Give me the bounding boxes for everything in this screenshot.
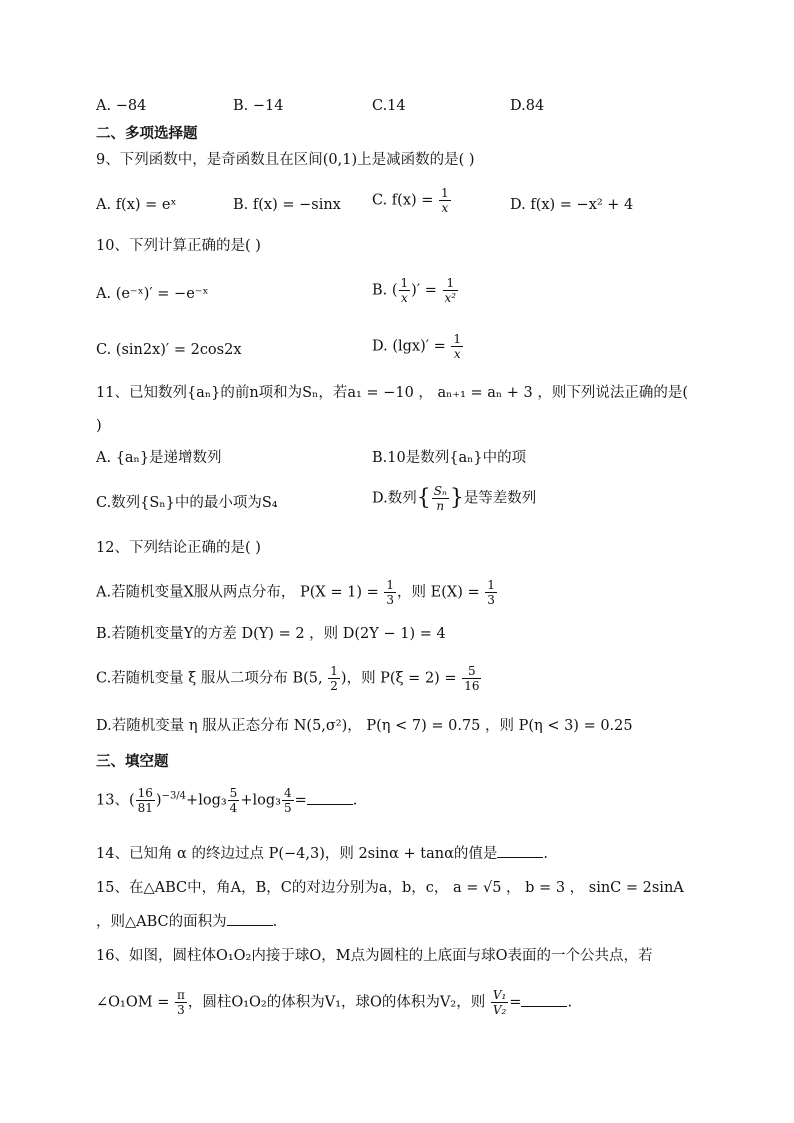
q16-line1: 16、如图，圆柱体O₁O₂内接于球O，M点为圆柱的上底面与球O表面的一个公共点，若: [96, 948, 653, 964]
q12-c-frac2: [462, 664, 481, 693]
q12-option-a: [96, 578, 498, 607]
q10-option-d: [372, 332, 464, 361]
q16-mid: ，圆柱O₁O₂的体积为V₁，球O的体积为V₂，则: [187, 994, 486, 1011]
section-heading-fill-in: 三、填空题: [96, 754, 169, 770]
q11-d-den: n: [436, 499, 445, 513]
q11-d-num: Sₙ: [433, 484, 447, 498]
q10-b-prefix: B. (: [372, 282, 398, 299]
q9-c-den: x: [441, 201, 449, 215]
q13-n1: 16: [137, 786, 153, 800]
q16-frac2: [491, 988, 508, 1017]
q10-d-prefix: D. (lgx)′ =: [372, 338, 446, 355]
q13-d1: 81: [137, 801, 153, 815]
q11-option-a: A. {aₙ}是递增数列: [96, 450, 222, 466]
q13-exponent: −3/4: [161, 790, 187, 802]
q16-end: .: [567, 994, 573, 1011]
q12-c-d2: 16: [464, 679, 480, 693]
q11-d-lbrace: {: [416, 485, 431, 511]
q12-c-d1: 2: [330, 679, 338, 693]
q10-b-mid: )′ =: [411, 282, 437, 299]
q9-option-b: B. f(x) = −sinx: [233, 197, 341, 213]
q9-option-c: [372, 186, 452, 215]
q16-den: 3: [177, 1003, 185, 1017]
q8-option-c: C.14: [372, 98, 406, 114]
q15-end: .: [272, 914, 278, 930]
q11-stem: 11、已知数列{aₙ}的前n项和为Sₙ，若a₁ = −10 ， aₙ₊₁ = aₙ + 3 ，则下列说法正确的是(: [96, 385, 689, 401]
q13-frac3: [282, 786, 294, 815]
q11-d-rbrace: }: [449, 485, 464, 511]
q16-frac1: [175, 988, 187, 1017]
q10-d-fraction: [451, 332, 463, 361]
q13-prefix: 13、(: [96, 792, 135, 809]
q12-a-prefix: A.若随机变量X服从两点分布， P(X = 1) =: [96, 584, 379, 601]
q13-end: .: [352, 792, 358, 809]
q12-c-frac1: [328, 664, 340, 693]
q10-b-frac1: [399, 276, 411, 305]
q16-num: π: [176, 988, 185, 1002]
q12-option-d: D.若随机变量 η 服从正态分布 N(5,σ²)， P(η < 7) = 0.75 ，则 P(η < 3) = 0.25: [96, 718, 633, 734]
q12-stem: 12、下列结论正确的是( ): [96, 540, 261, 556]
q12-option-c: [96, 664, 482, 693]
q12-a-n2: 1: [487, 578, 495, 592]
q13-d2: 4: [229, 801, 238, 815]
q13-d3: 5: [283, 801, 292, 815]
q13-line: 13、( $\frac{16}{81}$ )$^{-3/4}$+log₃ $\frac{5}{4}$ +log₃ $\frac{4}{5}$ = .: [96, 786, 358, 815]
q8-option-a: A. −84: [96, 98, 147, 114]
q8-option-b: B. −14: [233, 98, 284, 114]
q16-line2: [96, 988, 572, 1017]
q14-answer-blank: [497, 843, 543, 858]
q16-prefix: ∠O₁OM =: [96, 994, 170, 1011]
q8-option-d: D.84: [510, 98, 545, 114]
q9-option-d: D. f(x) = −x² + 4: [510, 197, 634, 213]
q15-line2: [96, 911, 277, 932]
q13-frac1: [136, 786, 155, 815]
q13-answer-blank: [307, 790, 353, 805]
q15-line2-text: ，则△ABC的面积为: [96, 914, 227, 930]
q12-a-d2: 3: [487, 593, 495, 607]
q9-c-num: 1: [441, 186, 449, 200]
q12-c-prefix: C.若随机变量 ξ 服从二项分布 B(5,: [96, 670, 323, 687]
q11-stem-cont: ): [96, 418, 102, 434]
q9-option-a: A. f(x) = eˣ: [96, 197, 177, 213]
q13-equals: =: [294, 792, 307, 809]
q10-stem: 10、下列计算正确的是( ): [96, 238, 261, 254]
q11-option-b: B.10是数列{aₙ}中的项: [372, 450, 527, 466]
q10-b-frac2: [443, 276, 459, 305]
q13-frac2: [228, 786, 240, 815]
q15-answer-blank: [227, 911, 273, 926]
q16-rnum: V₁: [492, 988, 507, 1002]
q13-mid1: +log₃: [186, 792, 227, 809]
q13-n3: 4: [283, 786, 292, 800]
q9-c-prefix: C. f(x) =: [372, 192, 434, 209]
q12-a-frac2: [485, 578, 497, 607]
q12-c-mid: )，则 P(ξ = 2) =: [340, 670, 457, 687]
q12-c-n1: 1: [330, 664, 338, 678]
q12-a-d1: 3: [386, 593, 395, 607]
q16-rden: V₂: [492, 1003, 507, 1017]
q11-d-suffix: 是等差数列: [463, 490, 537, 507]
q9-c-fraction: [439, 186, 451, 215]
q12-a-frac1: [384, 578, 396, 607]
q12-c-n2: 5: [462, 664, 481, 679]
section-heading-multiple-choice: 二、多项选择题: [96, 126, 198, 142]
q10-option-a: A. (e⁻ˣ)′ = −e⁻ˣ: [96, 286, 209, 302]
q10-option-c: C. (sin2x)′ = 2cos2x: [96, 342, 242, 358]
q13-n2: 5: [229, 786, 238, 800]
q10-option-b: [372, 276, 459, 305]
q15-line1: 15、在△ABC中，角A，B，C的对边分别为a，b，c， a = √5 ， b = 3 ， sinC = 2sinA: [96, 880, 684, 896]
q10-b-rden: x²: [444, 291, 457, 305]
q12-a-mid: ，则 E(X) =: [397, 584, 480, 601]
q12-a-n1: 1: [386, 578, 395, 592]
q14-end: .: [543, 846, 548, 862]
q14-line: [96, 843, 548, 864]
q11-option-d: [372, 484, 536, 513]
q16-equals: =: [509, 994, 522, 1011]
q10-b-num: 1: [400, 276, 409, 290]
q11-d-prefix: D.数列: [372, 490, 417, 507]
q10-d-num: 1: [453, 332, 462, 346]
q10-b-den: x: [400, 291, 408, 305]
q12-option-b: B.若随机变量Y的方差 D(Y) = 2 ，则 D(2Y − 1) = 4: [96, 626, 446, 642]
q10-b-rnum: 1: [443, 276, 459, 291]
q11-option-c: C.数列{Sₙ}中的最小项为S₄: [96, 495, 278, 511]
q16-answer-blank: [521, 992, 567, 1007]
q11-d-fraction: [432, 484, 449, 513]
q13-mid2: +log₃: [240, 792, 281, 809]
q10-d-den: x: [453, 347, 461, 361]
q9-stem: 9、下列函数中，是奇函数且在区间(0,1)上是减函数的是( ): [96, 152, 475, 168]
q14-text: 14、已知角 α 的终边过点 P(−4,3)，则 2sinα + tanα的值是: [96, 846, 498, 862]
